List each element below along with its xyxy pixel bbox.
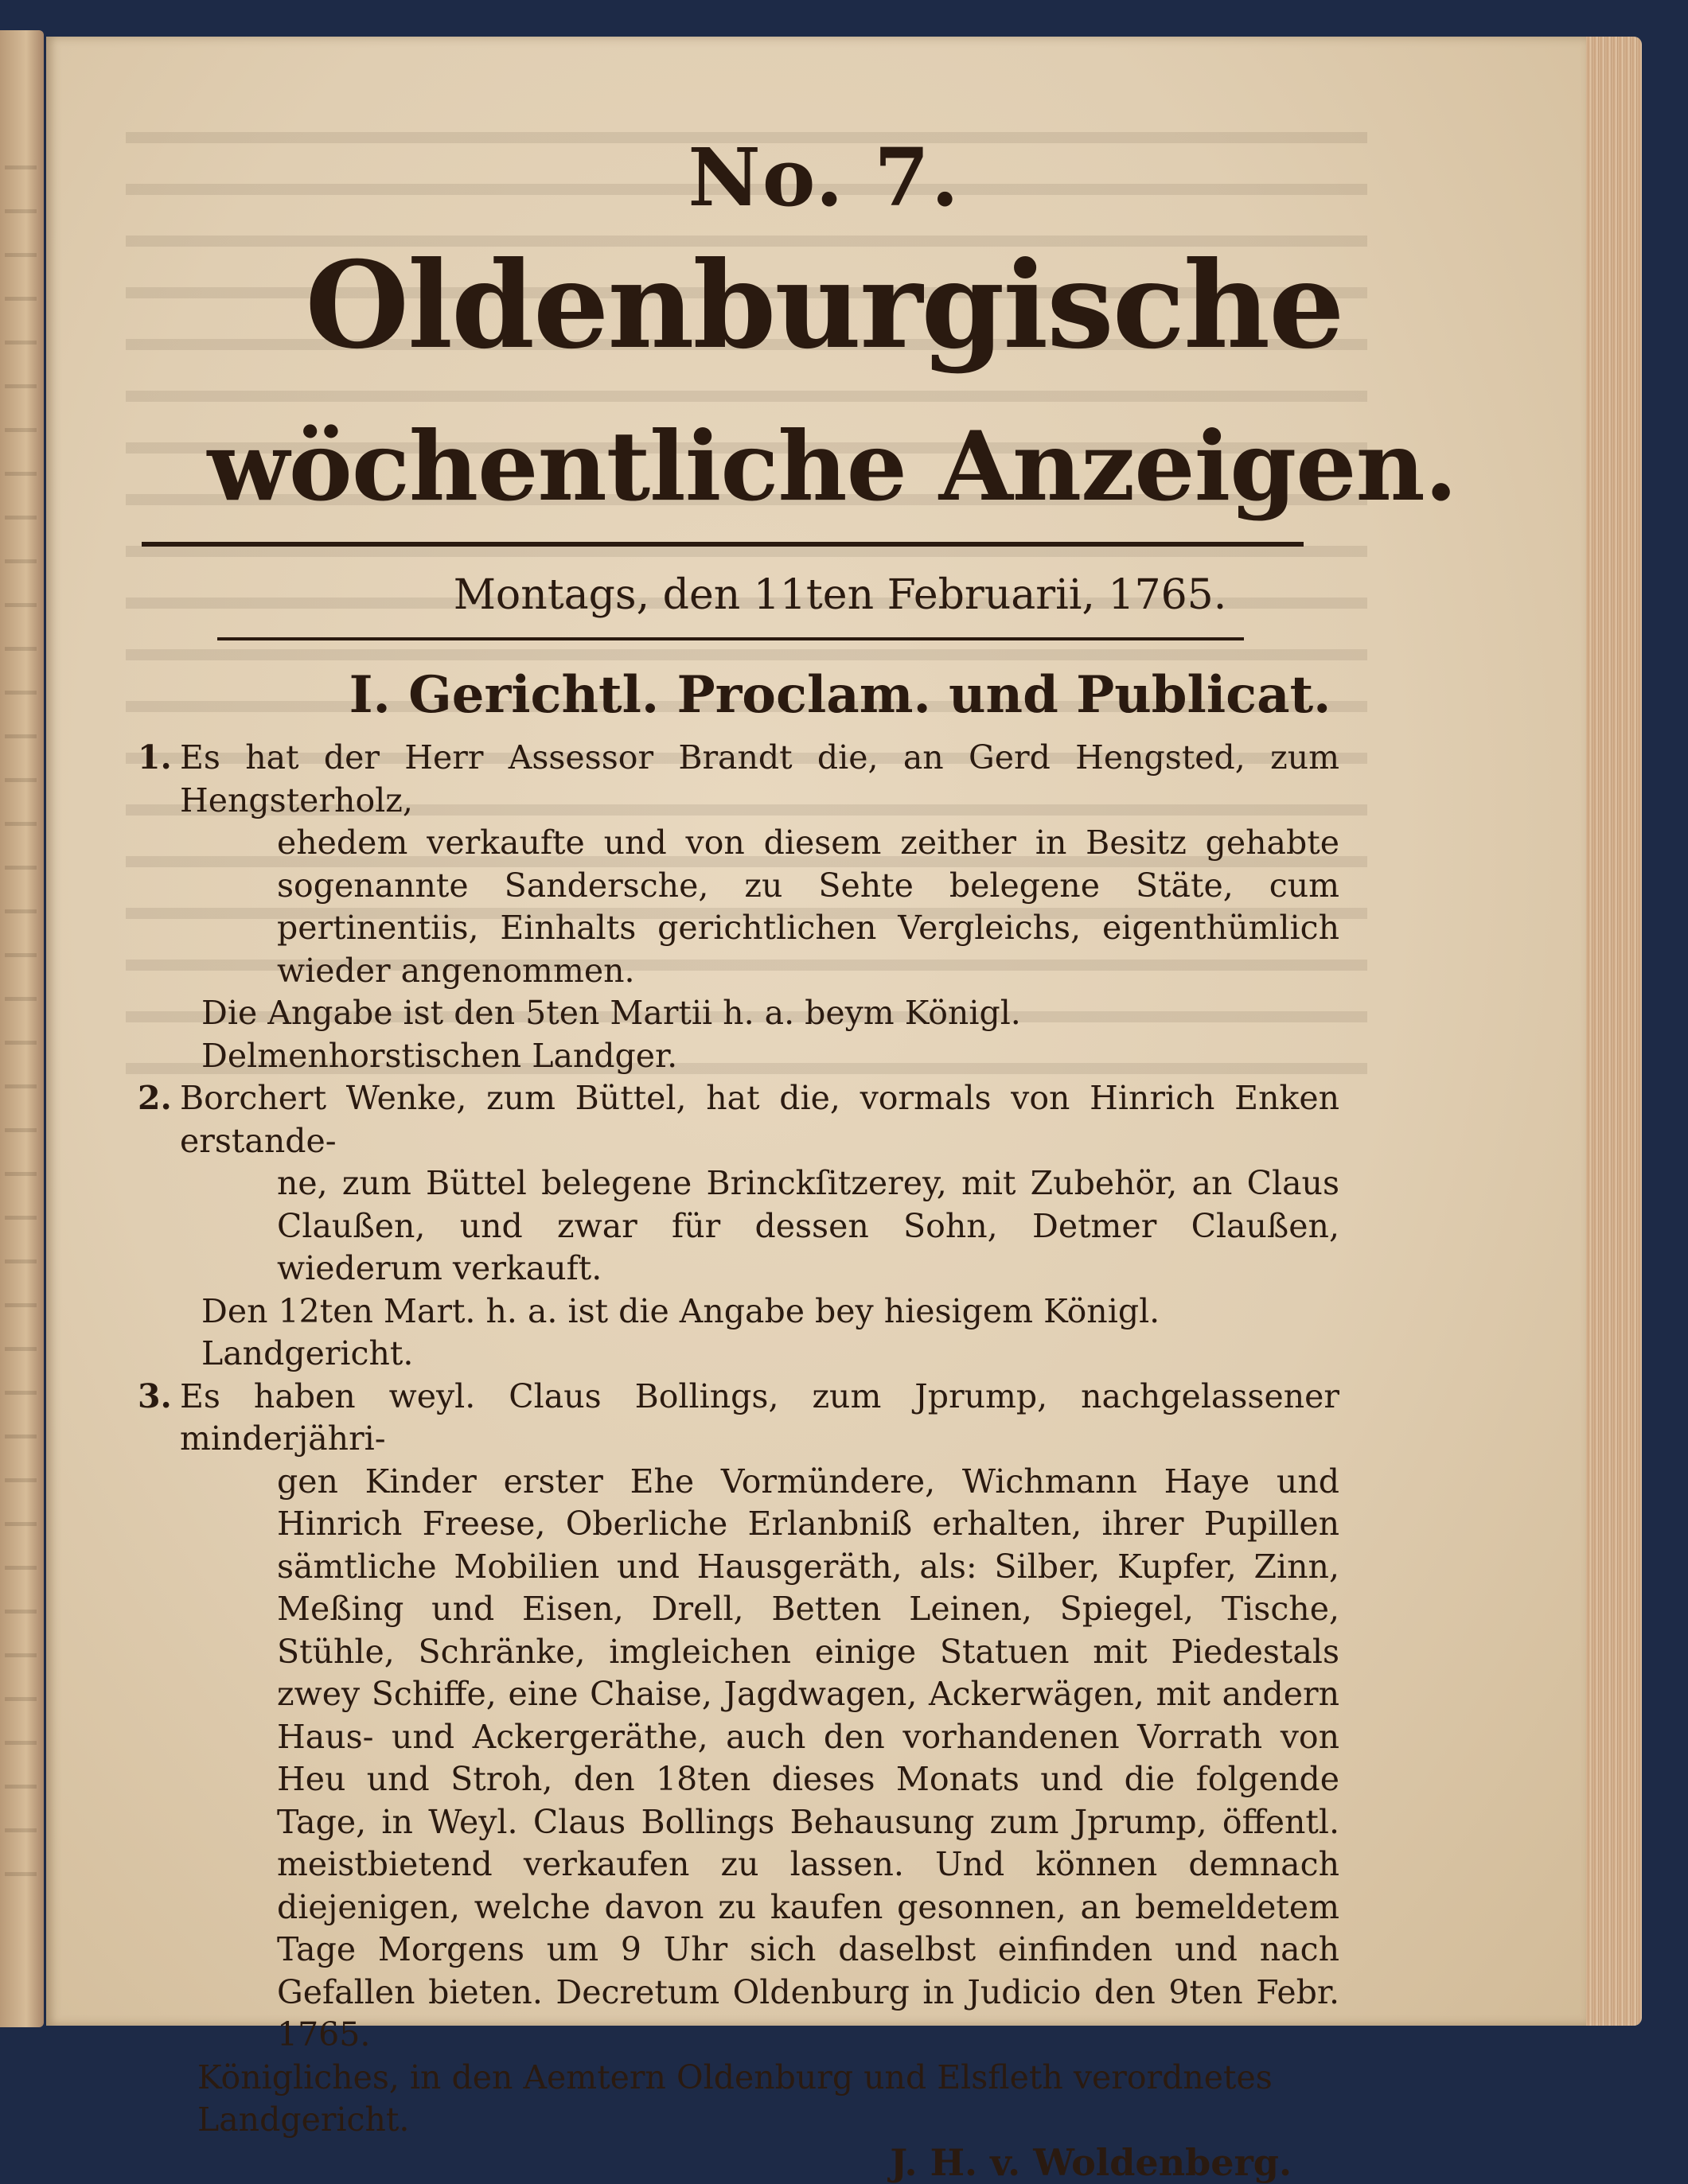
notice-text (277, 1376, 1339, 2057)
notice-item (138, 1077, 1339, 1291)
dateline-rule (217, 637, 1244, 640)
notices-body (138, 737, 1339, 2184)
notice-body: ne, zum Büttel belegene Brinckſitzerey, mit Zubehör, an Claus Claußen, und zwar für dessen Sohn, Detmer Claußen, wiederum verkauft. (277, 1162, 1339, 1291)
left-page-text-fragment (5, 165, 37, 1916)
masthead-rule (142, 542, 1304, 547)
section-heading: I. Gerichtl. Proclam. und Publicat. (46, 665, 1586, 725)
notice-item (138, 737, 1339, 992)
notice-text (277, 737, 1339, 992)
notice-number: 3. (138, 1376, 185, 1419)
notice-lead: Borchert Wenke, zum Büttel, hat die, vormals von Hinrich Enken erstande- (180, 1077, 1339, 1162)
notice-item (138, 1376, 1339, 2057)
notice-text (277, 1077, 1339, 1291)
notice-note: Den 12ten Mart. h. a. ist die Angabe bey hiesigem Königl. Landgericht. (201, 1291, 1339, 1376)
notice-body: gen Kinder erster Ehe Vormündere, Wichmann Haye und Hinrich Freese, Oberliche Erlanbniß erhalten, ihrer Pupillen sämtliche Mobilien und Hausgeräth, als: Silber, Kupfer, Zinn, Meßing und Eisen, Drell, Betten Leinen, Spiegel, Tische, Stühle, Schränke, imgleichen einige Statuen mit Piedestals zwey Schiffe, eine Chaise, Jagdwagen, Ackerwägen, mit andern Haus- und Ackergeräthe, auch den vorhandenen Vorrath von Heu und Stroh, den 18ten dieses Monats und die folgende Tage, in Weyl. Claus Bollings Behausung zum Jprump, öffentl. meistbietend verkaufen zu lassen. Und können demnach diejenigen, welche davon zu kaufen gesonnen, an bemeldetem Tage Morgens um 9 Uhr sich daselbst einfinden und nach Gefallen bieten. Decretum Oldenburg in Judicio den 9ten Febr. 1765. (277, 1461, 1339, 2057)
authority-line: Königliches, in den Aemtern Oldenburg und Elsfleth verordnetes Landgericht. (197, 2057, 1339, 2142)
notice-lead: Es haben weyl. Claus Bollings, zum Jprump, nachgelassener minderjähri- (180, 1376, 1339, 1461)
issue-number: No. 7. (46, 130, 1586, 224)
notice-number: 2. (138, 1077, 185, 1120)
masthead-title-line2: wöchentliche Anzeigen. (46, 411, 1586, 523)
signature: J. H. v. Woldenberg. (138, 2142, 1339, 2184)
page-stack-edge (1586, 37, 1642, 2026)
newspaper-page (46, 37, 1586, 2026)
page-content (46, 37, 1586, 2026)
notice-number: 1. (138, 737, 185, 780)
notice-lead: Es hat der Herr Assessor Brandt die, an Gerd Hengsted, zum Hengsterholz, (180, 737, 1339, 822)
notice-body: ehedem verkaufte und von diesem zeither in Besitz gehabte sogenannte Sandersche, zu Sehte belegene Stäte, cum pertinentiis, Einhalts gerichtlichen Vergleichs, eigenthümlich wieder angenommen. (277, 822, 1339, 992)
left-page-edge (0, 30, 44, 2027)
notice-note: Die Angabe ist den 5ten Martii h. a. beym Königl. Delmenhorstischen Landger. (201, 992, 1339, 1077)
masthead-title-line1: Oldenburgische (46, 236, 1586, 376)
dateline: Montags, den 11ten Februarii, 1765. (46, 571, 1586, 619)
